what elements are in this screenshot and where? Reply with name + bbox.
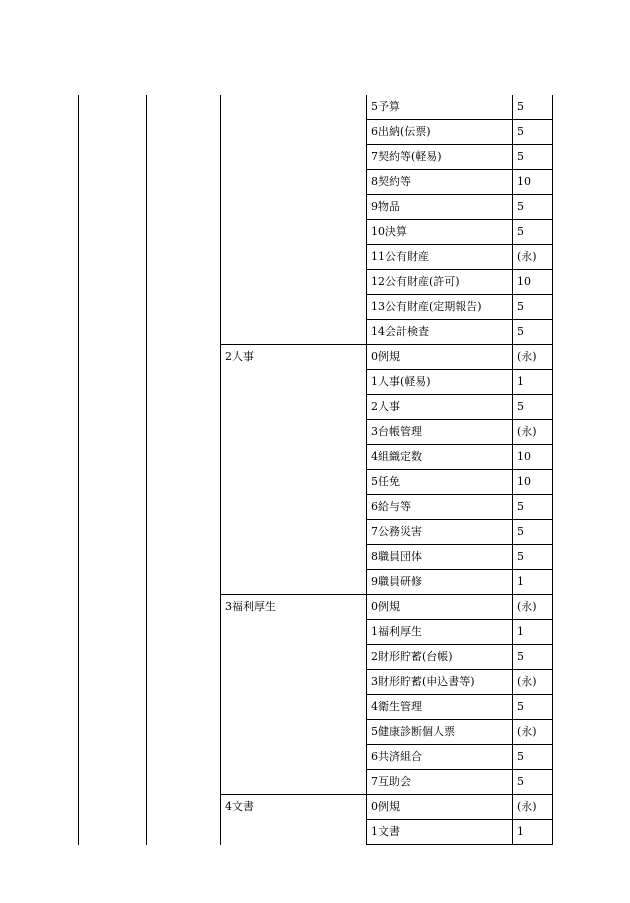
retention-period-cell: 5 bbox=[513, 770, 553, 795]
item-cell: 8契約等 bbox=[367, 170, 513, 195]
item-cell: 6共済組合 bbox=[367, 745, 513, 770]
category-cell bbox=[221, 795, 367, 845]
blank-column-1 bbox=[79, 95, 147, 845]
category-cell bbox=[221, 345, 367, 595]
item-cell: 6給与等 bbox=[367, 495, 513, 520]
retention-period-cell: 1 bbox=[513, 820, 553, 845]
retention-period-cell: 1 bbox=[513, 570, 553, 595]
item-cell: 5健康診断個人票 bbox=[367, 720, 513, 745]
retention-period-cell: 5 bbox=[513, 520, 553, 545]
item-cell: 5任免 bbox=[367, 470, 513, 495]
retention-period-cell: 5 bbox=[513, 545, 553, 570]
retention-period-cell: 10 bbox=[513, 170, 553, 195]
item-cell: 1人事(軽易) bbox=[367, 370, 513, 395]
item-cell: 10決算 bbox=[367, 220, 513, 245]
retention-period-cell: 5 bbox=[513, 220, 553, 245]
item-cell: 7契約等(軽易) bbox=[367, 145, 513, 170]
item-cell: 8職員団体 bbox=[367, 545, 513, 570]
retention-period-cell: (永) bbox=[513, 720, 553, 745]
item-cell: 9職員研修 bbox=[367, 570, 513, 595]
retention-period-cell: 5 bbox=[513, 395, 553, 420]
item-cell: 4衛生管理 bbox=[367, 695, 513, 720]
item-cell: 7互助会 bbox=[367, 770, 513, 795]
retention-period-cell: 5 bbox=[513, 495, 553, 520]
item-cell: 0例規 bbox=[367, 595, 513, 620]
retention-period-cell: (永) bbox=[513, 345, 553, 370]
retention-period-cell: 1 bbox=[513, 370, 553, 395]
item-cell: 7公務災害 bbox=[367, 520, 513, 545]
blank-column-2 bbox=[147, 95, 221, 845]
item-cell: 13公有財産(定期報告) bbox=[367, 295, 513, 320]
item-cell: 1福利厚生 bbox=[367, 620, 513, 645]
retention-period-cell: 5 bbox=[513, 695, 553, 720]
retention-period-cell: 10 bbox=[513, 270, 553, 295]
category-label: 4文書 bbox=[225, 800, 254, 813]
retention-period-cell: (永) bbox=[513, 795, 553, 820]
retention-period-cell: (永) bbox=[513, 670, 553, 695]
category-cell bbox=[221, 595, 367, 795]
retention-period-cell: (永) bbox=[513, 595, 553, 620]
retention-period-cell: 5 bbox=[513, 95, 553, 120]
retention-period-cell: 10 bbox=[513, 470, 553, 495]
retention-period-cell: 5 bbox=[513, 120, 553, 145]
retention-period-cell: 5 bbox=[513, 745, 553, 770]
retention-period-cell: 5 bbox=[513, 645, 553, 670]
item-cell: 12公有財産(許可) bbox=[367, 270, 513, 295]
retention-period-cell: 5 bbox=[513, 195, 553, 220]
retention-period-cell: (永) bbox=[513, 420, 553, 445]
item-cell: 1文書 bbox=[367, 820, 513, 845]
category-label: 3福利厚生 bbox=[225, 600, 276, 613]
item-cell: 4組織定数 bbox=[367, 445, 513, 470]
retention-period-cell: 5 bbox=[513, 145, 553, 170]
item-cell: 0例規 bbox=[367, 345, 513, 370]
item-cell: 5予算 bbox=[367, 95, 513, 120]
item-cell: 3財形貯蓄(申込書等) bbox=[367, 670, 513, 695]
retention-period-cell: 1 bbox=[513, 620, 553, 645]
item-cell: 11公有財産 bbox=[367, 245, 513, 270]
retention-period-cell: 5 bbox=[513, 295, 553, 320]
item-cell: 9物品 bbox=[367, 195, 513, 220]
category-cell bbox=[221, 95, 367, 345]
item-cell: 3台帳管理 bbox=[367, 420, 513, 445]
table-row bbox=[79, 95, 553, 120]
item-cell: 6出納(伝票) bbox=[367, 120, 513, 145]
item-cell: 14会計検査 bbox=[367, 320, 513, 345]
retention-table-body bbox=[79, 95, 553, 845]
category-label: 2人事 bbox=[225, 350, 254, 363]
retention-period-cell: 5 bbox=[513, 320, 553, 345]
retention-table bbox=[78, 95, 553, 845]
retention-period-cell: 10 bbox=[513, 445, 553, 470]
item-cell: 0例規 bbox=[367, 795, 513, 820]
item-cell: 2人事 bbox=[367, 395, 513, 420]
item-cell: 2財形貯蓄(台帳) bbox=[367, 645, 513, 670]
retention-period-cell: (永) bbox=[513, 245, 553, 270]
